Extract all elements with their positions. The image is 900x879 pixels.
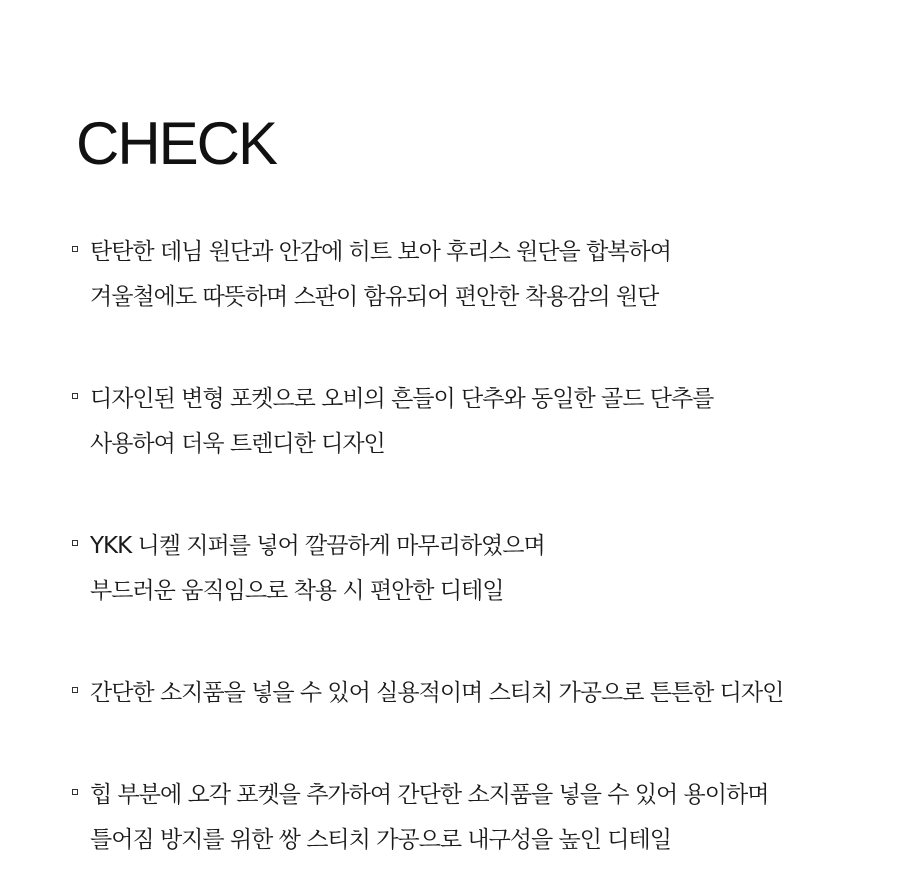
- square-bullet-icon: [72, 393, 78, 399]
- check-item-line: 부드러운 움직임으로 착용 시 편안한 디테일: [90, 578, 504, 604]
- check-item-line: 겨울철에도 따뜻하며 스판이 함유되어 편안한 착용감의 원단: [90, 284, 659, 310]
- check-list: [70, 230, 870, 863]
- check-item: [70, 524, 870, 614]
- check-item-line: 힙 부분에 오각 포켓을 추가하여 간단한 소지품을 넣을 수 있어 용이하며: [90, 782, 769, 808]
- page-title: CHECK: [76, 110, 277, 177]
- check-item: [70, 377, 870, 467]
- check-item-line: 틀어짐 방지를 위한 쌍 스티치 가공으로 내구성을 높인 디테일: [90, 827, 671, 853]
- check-item: [70, 671, 870, 716]
- square-bullet-icon: [72, 789, 78, 795]
- check-item-line: YKK 니켈 지퍼를 넣어 깔끔하게 마무리하였으며: [90, 533, 545, 559]
- check-item: [70, 773, 870, 863]
- check-item-line: 탄탄한 데님 원단과 안감에 히트 보아 후리스 원단을 합복하여: [90, 239, 671, 265]
- check-item-line: 사용하여 더욱 트렌디한 디자인: [90, 431, 385, 457]
- square-bullet-icon: [72, 246, 78, 252]
- square-bullet-icon: [72, 540, 78, 546]
- check-item: [70, 230, 870, 320]
- square-bullet-icon: [72, 687, 78, 693]
- check-item-line: 디자인된 변형 포켓으로 오비의 흔들이 단추와 동일한 골드 단추를: [90, 386, 714, 412]
- check-item-line: 간단한 소지품을 넣을 수 있어 실용적이며 스티치 가공으로 튼튼한 디자인: [90, 680, 784, 706]
